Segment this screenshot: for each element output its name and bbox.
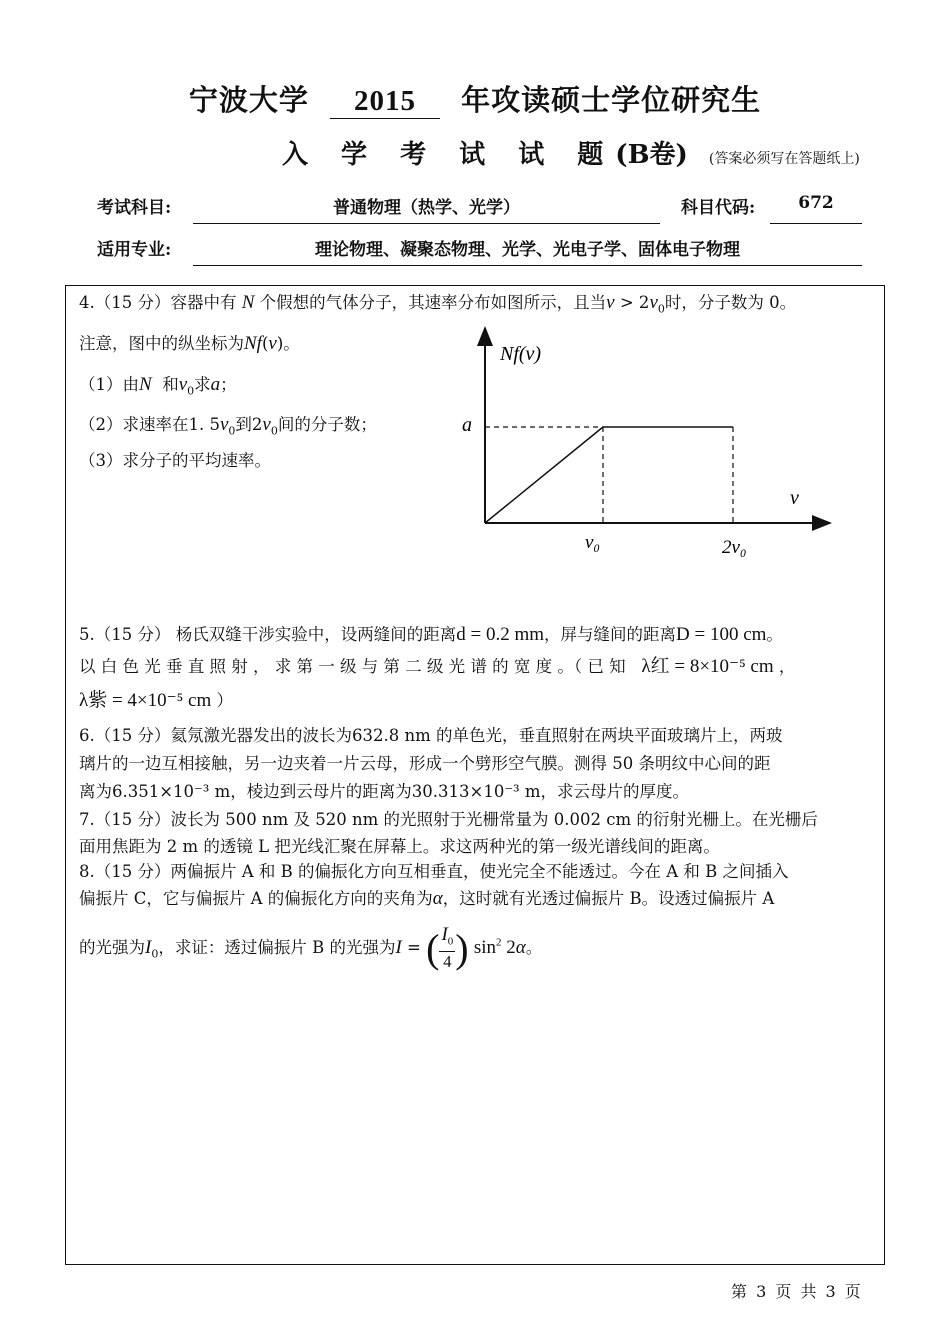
university-name: 宁波大学 (188, 83, 309, 117)
q6-line2: 璃片的一边互相接触，另一边夹着一片云母，形成一个劈形空气膜。测得 50 条明纹中心间的距 (79, 754, 771, 773)
exam-title-line2 (282, 134, 860, 171)
v0-label: v₀ (585, 532, 601, 553)
major-value: 理论物理、凝聚态物理、光学、光电子学、固体电子物理 (193, 235, 862, 266)
q6-line3: 离为6.351×10⁻³ m，棱边到云母片的距离为30.313×10⁻³ m，求云母片的厚度。 (79, 782, 690, 801)
rising-line (485, 427, 603, 523)
code-value: 672 (770, 193, 862, 224)
a-label: a (462, 414, 472, 436)
subject-label: 考试科目: (97, 198, 172, 218)
major-label: 适用专业: (97, 240, 172, 260)
y-axis-label: Nf(v) (500, 343, 542, 365)
q8-line1: 8.（15 分）两偏振片 A 和 B 的偏振化方向互相垂直，使光完全不能透过。今在 A 和 B 之间插入 (79, 862, 789, 881)
2v0-label: 2v₀ (722, 537, 747, 558)
code-label: 科目代码: (681, 198, 756, 218)
exam-year: 2015 (330, 85, 440, 119)
answer-note: (答案必须写在答题纸上) (708, 151, 860, 167)
q4-line1: 4.（15 分）容器中有 N 个假想的气体分子，其速率分布如图所示，且当$v > 2v_0$时，分子数为 0。 (79, 292, 797, 316)
page-footer: 第 3 页 共 3 页 (731, 1282, 863, 1301)
q4-line2: 注意，图中的纵坐标为Nf(v)。 (79, 333, 300, 354)
q8-line3: 的光强为$I_0$，求证：透过偏振片 B 的光强为I = ( $\frac{I_0}{4}$ ) $\sin^2 2\alpha$。 (79, 924, 543, 972)
q5-line2: 以 白 色 光 垂 直 照 射 ， 求 第 一 级 与 第 二 级 光 谱 的 宽 度 。（ 已 知 λ红 = 8×10⁻⁵ cm ， (79, 656, 796, 677)
q4-sub1: （1）由N 和$v_0$求a； (79, 374, 237, 398)
paper-version: (B卷) (615, 140, 688, 170)
q5-line3: λ紫 = 4×10⁻⁵ cm ） (79, 690, 234, 711)
subject-value: 普通物理（热学、光学） (193, 193, 660, 224)
exam-title-line1 (0, 78, 950, 119)
q4-sub3: （3）求分子的平均速率。 (79, 451, 271, 470)
q7-line1: 7.（15 分）波长为 500 nm 及 520 nm 的光照射于光栅常量为 0.002 cm 的衍射光栅上。在光栅后 (79, 810, 818, 829)
q7-line2: 面用焦距为 2 m 的透镜 L 把光线汇聚在屏幕上。求这两种光的第一级光谱线间的距离。 (79, 837, 720, 856)
q4-sub2: （2）求速率在1. $5v_0$到$2v_0$间的分子数； (79, 414, 377, 438)
q5-line1: 5.（15 分） 杨氏双缝干涉实验中，设两缝间的距离d = 0.2 mm，屏与缝间的距离D = 100 cm。 (79, 624, 783, 645)
q8-line2: 偏振片 C，它与偏振片 A 的偏振化方向的夹角为α，这时就有光透过偏振片 B。设透过偏振片 A (79, 888, 775, 909)
exam-title: 入 学 考 试 试 题 (282, 140, 616, 170)
speed-distribution-graph (450, 320, 850, 570)
title-rest: 年攻读硕士学位研究生 (461, 83, 762, 117)
q6-line1: 6.（15 分）氦氖激光器发出的波长为632.8 nm 的单色光，垂直照射在两块平面玻璃片上，两玻 (79, 726, 783, 745)
x-axis-label: v (790, 487, 799, 509)
